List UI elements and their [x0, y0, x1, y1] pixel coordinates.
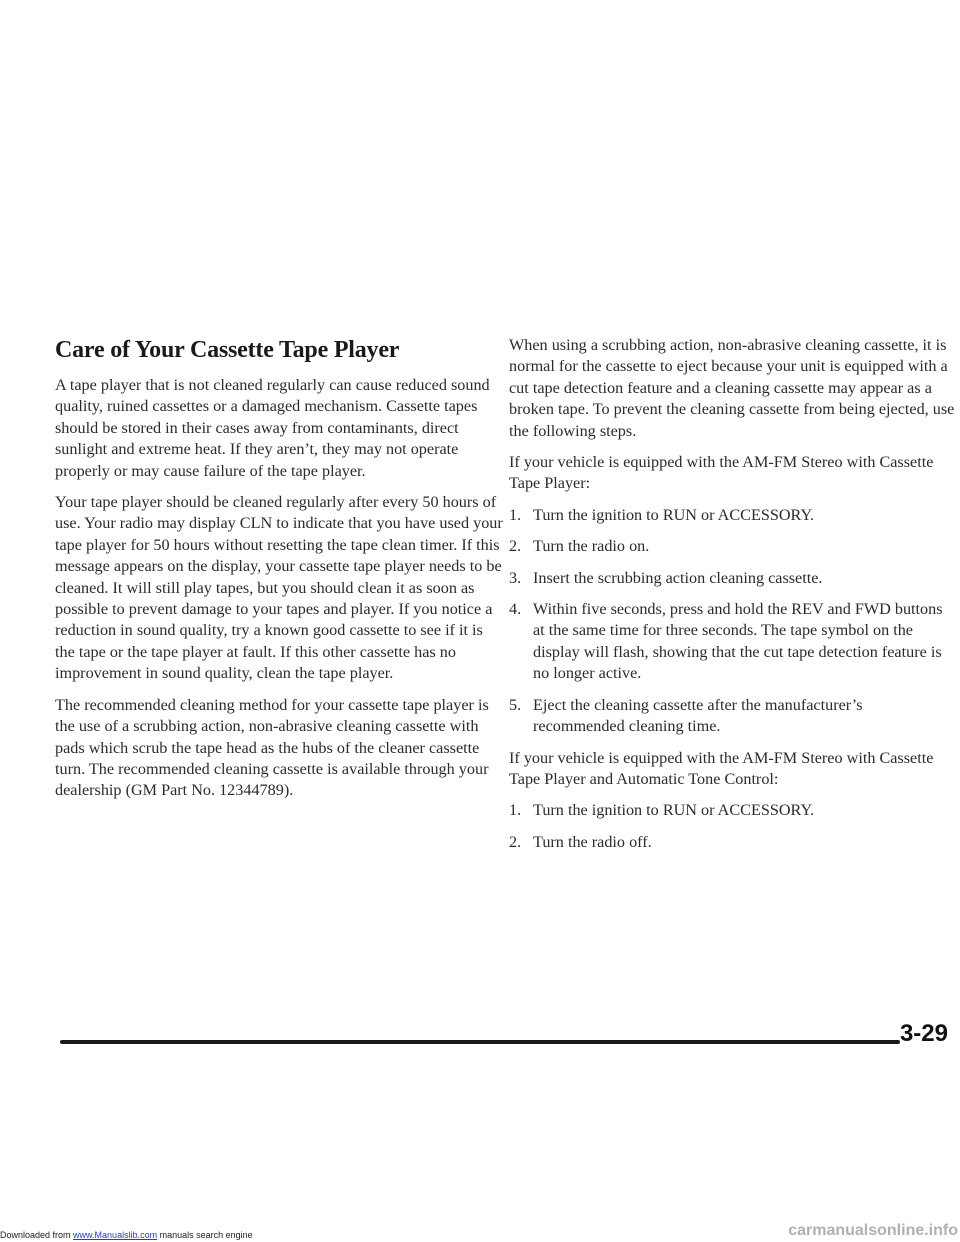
- condition-am-fm-cassette-atc: If your vehicle is equipped with the AM-FM Stereo with Cassette Tape Player and Automatic Tone Control:: [509, 748, 934, 788]
- page-number: 3-29: [899, 1020, 948, 1047]
- list-item: [509, 536, 955, 557]
- manualslib-link[interactable]: www.Manualslib.com: [73, 1230, 158, 1240]
- list-item: [509, 568, 955, 589]
- footer-prefix: Downloaded from: [0, 1230, 74, 1240]
- step-text: Turn the radio off.: [533, 832, 652, 851]
- step-number: 5.: [509, 695, 522, 714]
- step-text: Within five seconds, press and hold the REV and FWD buttons at the same time for three seconds. The tape symbol on the display will flash, showing that the cut tape detection feature is no longer active.: [533, 600, 943, 683]
- download-footer: [0, 1230, 253, 1241]
- list-item: [509, 800, 955, 821]
- condition-am-fm-cassette: If your vehicle is equipped with the AM-FM Stereo with Cassette Tape Player:: [509, 453, 934, 493]
- step-number: 1.: [509, 801, 522, 820]
- step-text: Turn the ignition to RUN or ACCESSORY.: [533, 801, 815, 820]
- section-heading: Care of Your Cassette Tape Player: [55, 337, 400, 363]
- list-item: [509, 599, 955, 685]
- watermark-text: carmanualsonline.info: [788, 1222, 958, 1239]
- right-column: [509, 335, 955, 863]
- steps-list-2: [509, 800, 955, 853]
- page-divider-rule: [60, 1040, 900, 1044]
- paragraph-cleaning-method: The recommended cleaning method for your cassette tape player is the use of a scrubbing action, non-abrasive cleaning cassette with pads which scrub the tape head as the hubs of the cleaner cassette turn. The recommended cleaning cassette is available through your dealership (GM Part No. 12344789).: [55, 695, 489, 800]
- list-item: [509, 505, 955, 526]
- paragraph-cleaning-interval: Your tape player should be cleaned regularly after every 50 hours of use. Your radio may display CLN to indicate that you have used your tape player for 50 hours without resetting the tape clean timer. If this message appears on the display, your cassette tape player needs to be cleaned. It will still play tapes, but you should clean it as soon as possible to prevent damage to your tapes and player. If you notice a reduction in sound quality, try a known good cassette to see if it is the tape or the tape player at fault. If this other cassette has no improvement in sound quality, clean the tape player.: [55, 493, 503, 683]
- step-text: Turn the ignition to RUN or ACCESSORY.: [533, 505, 815, 524]
- step-text: Turn the radio on.: [533, 537, 650, 556]
- step-text: Insert the scrubbing action cleaning cassette.: [533, 568, 823, 587]
- step-number: 3.: [509, 568, 522, 587]
- paragraph-storage: A tape player that is not cleaned regularly can cause reduced sound quality, ruined cassettes or a damaged mechanism. Cassette tapes should be stored in their cases away from contaminants, direct sunlight and extreme heat. If they aren’t, they may not operate properly or may cause failure of the tape player.: [55, 376, 490, 480]
- step-number: 1.: [509, 505, 522, 524]
- list-item: [509, 695, 955, 738]
- footer-suffix: manuals search engine: [157, 1230, 253, 1240]
- list-item: [509, 832, 955, 853]
- step-number: 2.: [509, 537, 522, 556]
- left-column: [55, 335, 505, 812]
- paragraph-intro: When using a scrubbing action, non-abrasive cleaning cassette, it is normal for the cassette to eject because your unit is equipped with a cut tape detection feature and a cleaning cassette may appear as a broken tape. To prevent the cleaning cassette from being ejected, use the following steps.: [509, 336, 955, 440]
- step-number: 4.: [509, 600, 522, 619]
- steps-list-1: [509, 505, 955, 738]
- step-number: 2.: [509, 832, 522, 851]
- page-blank-top: [0, 0, 960, 310]
- step-text: Eject the cleaning cassette after the manufacturer’s recommended cleaning time.: [533, 695, 863, 736]
